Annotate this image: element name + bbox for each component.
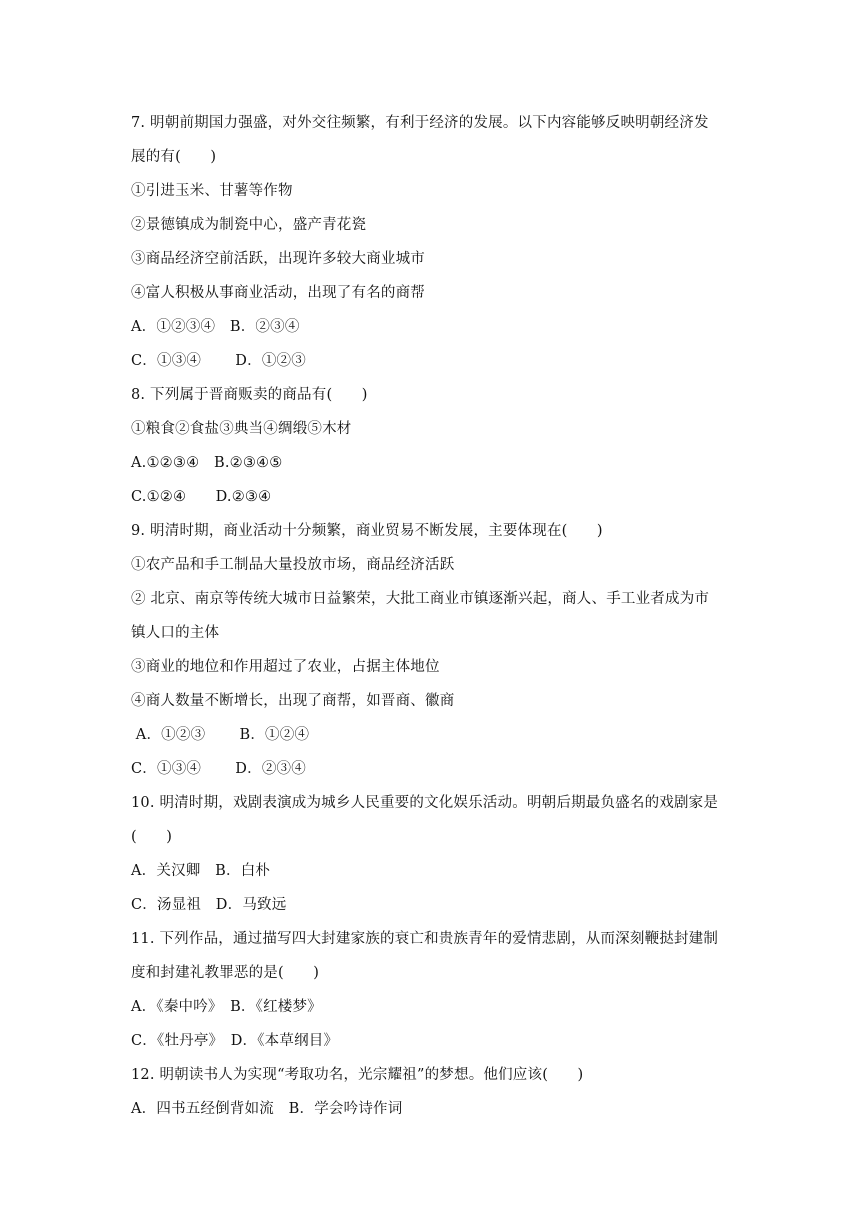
q8-stem: 8. 下列属于晋商贩卖的商品有( ): [131, 387, 368, 403]
q7-stem-line-2: 展的有( ): [131, 149, 217, 165]
q10-options-cd: C．汤显祖 D．马致远: [131, 897, 287, 913]
q9-item-1: ①农产品和手工制品大量投放市场，商品经济活跃: [131, 557, 455, 573]
q9-item-3: ③商业的地位和作用超过了农业，占据主体地位: [131, 659, 440, 675]
q9-item-2-line-2: 镇人口的主体: [131, 625, 220, 641]
q12-stem: 12. 明朝读书人为实现“考取功名，光宗耀祖”的梦想。他们应该( ): [131, 1067, 584, 1083]
q9-stem: 9. 明清时期，商业活动十分频繁，商业贸易不断发展，主要体现在( ): [131, 523, 603, 539]
q10-options-ab: A．关汉卿 B．白朴: [131, 863, 271, 879]
q8-options-cd: C.①②④ D.②③④: [131, 489, 272, 505]
q7-item-4: ④富人积极从事商业活动，出现了有名的商帮: [131, 285, 425, 301]
q11-options-cd: C．《牡丹亭》 D．《本草纲目》: [131, 1033, 339, 1049]
q8-options-ab: A.①②③④ B.②③④⑤: [131, 455, 283, 471]
q7-item-2: ②景德镇成为制瓷中心，盛产青花瓷: [131, 217, 367, 233]
q7-options-cd: C．①③④ D．①②③: [131, 353, 306, 369]
q7-item-1: ①引进玉米、甘薯等作物: [131, 183, 293, 199]
q8-items: ①粮食②食盐③典当④绸缎⑤木材: [131, 421, 352, 437]
q9-item-4: ④商人数量不断增长，出现了商帮，如晋商、徽商: [131, 693, 455, 709]
q11-stem-line-2: 度和封建礼教罪恶的是( ): [131, 965, 320, 981]
q7-item-3: ③商品经济空前活跃，出现许多较大商业城市: [131, 251, 425, 267]
q10-stem-line-1: 10. 明清时期，戏剧表演成为城乡人民重要的文化娱乐活动。明朝后期最负盛名的戏剧家是: [131, 795, 719, 811]
q7-options-ab: A．①②③④ B．②③④: [131, 319, 300, 335]
q9-options-ab: A．①②③ B．①②④: [131, 727, 310, 743]
q9-options-cd: C．①③④ D．②③④: [131, 761, 306, 777]
q7-stem-line-1: 7. 明朝前期国力强盛，对外交往频繁，有利于经济的发展。以下内容能够反映明朝经济发: [131, 115, 709, 131]
q12-options-ab: A．四书五经倒背如流 B．学会吟诗作词: [131, 1101, 403, 1117]
q11-options-ab: A．《秦中吟》 B．《红楼梦》: [131, 999, 322, 1015]
q9-item-2-line-1: ② 北京、南京等传统大城市日益繁荣，大批工商业市镇逐渐兴起，商人、手工业者成为市: [131, 591, 710, 607]
q11-stem-line-1: 11. 下列作品，通过描写四大封建家族的衰亡和贵族青年的爱情悲剧，从而深刻鞭挞封建制: [131, 931, 719, 947]
q10-stem-line-2: ( ): [131, 829, 173, 845]
question-list: [131, 106, 731, 1126]
